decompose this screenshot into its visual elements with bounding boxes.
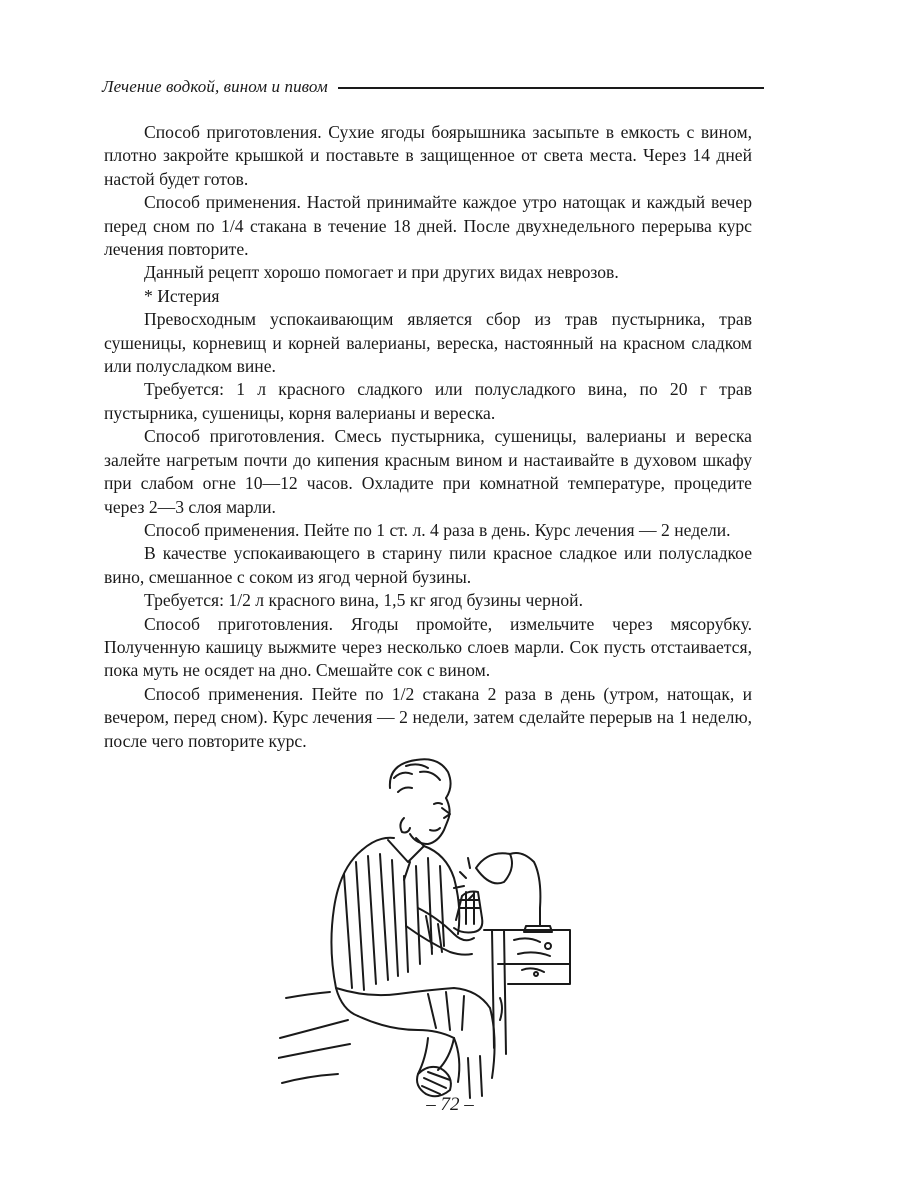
paragraph: В качестве успокаивающего в старину пили красное сладкое или полусладкое вино, смешанное с соком из ягод черной бузины.: [104, 543, 752, 587]
paragraph: Требуется: 1 л красного сладкого или полусладкого вина, по 20 г трав пустырника, сушеницы, корня валерианы и вереска.: [104, 379, 752, 423]
page-number: – 72 –: [426, 1094, 474, 1115]
section-heading: * Истерия: [144, 285, 220, 306]
paragraph: Способ применения. Пейте по 1 ст. л. 4 раза в день. Курс лечения — 2 недели.: [144, 519, 731, 540]
paragraph: Способ приготовления. Ягоды промойте, измельчите через мясорубку. Полученную кашицу выжмите через несколько слоев марли. Сок пусть отстаивается, пока муть не осядет на дно. Смешайте сок с вином.: [104, 613, 752, 681]
paragraph: Данный рецепт хорошо помогает и при других видах неврозов.: [144, 262, 619, 283]
paragraph: Способ приготовления. Смесь пустырника, сушеницы, валерианы и вереска залейте нагретым почти до кипения красным вином и настаивайте в духовом шкафу при слабом огне 10—12 часов. Охладите при комнатной температуре, процедите через 2—3 слоя марли.: [104, 426, 752, 517]
paragraph: Требуется: 1/2 л красного вина, 1,5 кг ягод бузины черной.: [144, 590, 584, 611]
running-header: [102, 76, 764, 98]
paragraph: Способ приготовления. Сухие ягоды боярышника засыпьте в емкость с вином, плотно закройте крышкой и поставьте в защищенное от света места. Через 14 дней настой будет готов.: [104, 122, 752, 189]
running-title: Лечение водкой, вином и пивом: [102, 77, 328, 96]
header-rule: [338, 87, 764, 89]
body-text: [104, 121, 752, 753]
man-drinking-at-desk-illustration: [278, 758, 578, 1108]
paragraph: Превосходным успокаивающим является сбор из трав пустырника, трав сушеницы, корневищ и корней валерианы, вереска, настоянный на красном сладком или полусладком вине.: [104, 309, 752, 377]
paragraph: Способ применения. Настой принимайте каждое утро натощак и каждый вечер перед сном по 1/4 стакана в течение 18 дней. После двухнедельного перерыва курс лечения повторите.: [104, 192, 752, 260]
paragraph: Способ применения. Пейте по 1/2 стакана 2 раза в день (утром, натощак, и вечером, перед сном). Курс лечения — 2 недели, затем сделайте перерыв на 1 неделю, после чего повторите курс.: [104, 683, 752, 751]
